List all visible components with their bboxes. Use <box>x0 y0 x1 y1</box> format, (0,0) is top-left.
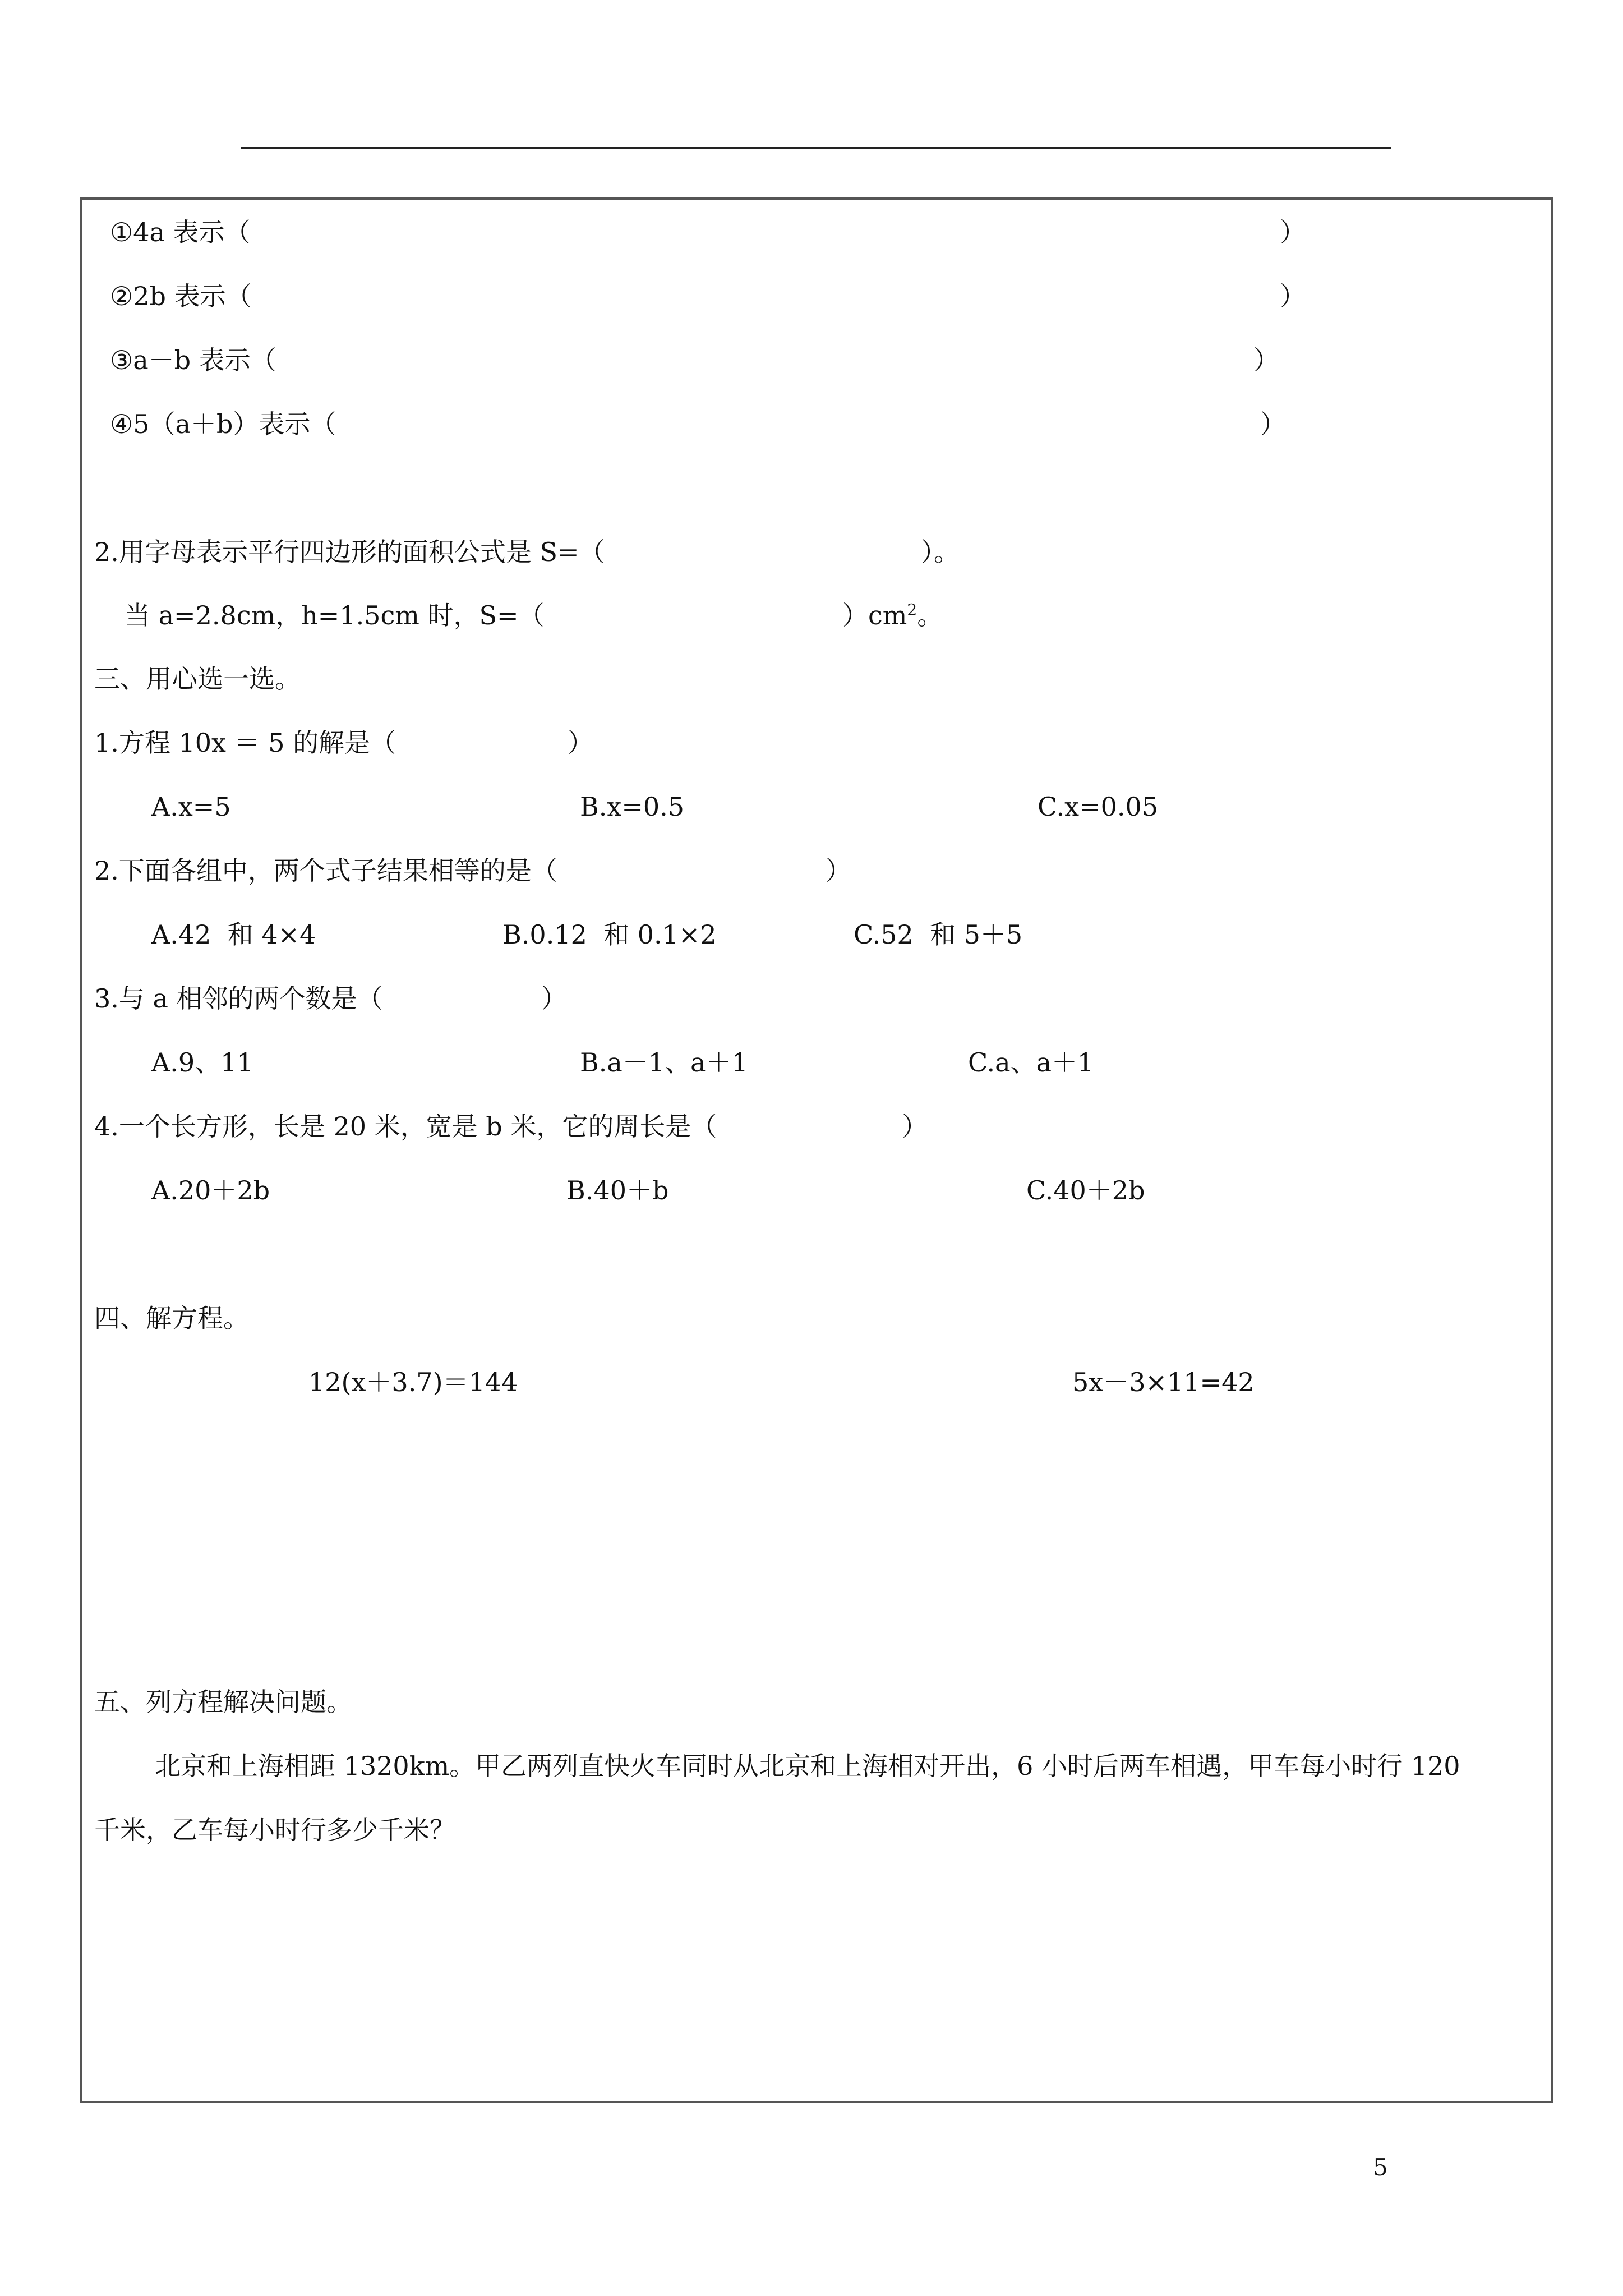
s3-q4-close: ） <box>902 1111 928 1142</box>
q2-unit-sup: 2 <box>907 600 917 619</box>
equation-2: 5x－3×11=42 <box>1072 1367 1255 1397</box>
q2-line2-start: 当 a=2.8cm，h=1.5cm 时，S=（ <box>125 600 545 631</box>
s3-q2-option-b: B.0.12 和 0.1×2 <box>502 919 717 950</box>
page-number: 5 <box>1373 2154 1388 2181</box>
equation-1: 12(x＋3.7)＝144 <box>308 1367 518 1397</box>
expression-2-label: ②2b 表示（ <box>110 281 252 311</box>
s3-q3-option-b: B.a－1、a＋1 <box>580 1047 748 1078</box>
s3-q2-close: ） <box>826 855 851 886</box>
q2-line1-end: ）。 <box>921 537 960 567</box>
q2-line1-start: 2.用字母表示平行四边形的面积公式是 S=（ <box>94 537 605 567</box>
expression-3-label: ③a－b 表示（ <box>110 345 276 375</box>
s3-q4-stem: 4.一个长方形，长是 20 米，宽是 b 米，它的周长是（ <box>94 1111 717 1142</box>
s3-q1-stem: 1.方程 10x ＝ 5 的解是（ <box>94 728 396 758</box>
section3-title: 三、用心选一选。 <box>94 664 301 694</box>
s3-q1-option-b: B.x=0.5 <box>580 792 685 822</box>
expression-4-close: ） <box>1260 409 1286 439</box>
expression-1-label: ①4a 表示（ <box>110 217 251 247</box>
s3-q2-option-a: A.42 和 4×4 <box>151 919 316 950</box>
s3-q1-option-c: C.x=0.05 <box>1038 792 1159 822</box>
section5-problem-line2: 千米，乙车每小时行多少千米？ <box>94 1815 455 1845</box>
s3-q4-option-c: C.40＋2b <box>1026 1175 1145 1205</box>
q2-unit-text: ）cm <box>842 600 907 631</box>
section5-title: 五、列方程解决问题。 <box>94 1687 352 1717</box>
s3-q2-option-c: C.52 和 5＋5 <box>854 919 1023 950</box>
s3-q3-stem: 3.与 a 相邻的两个数是（ <box>94 983 383 1014</box>
expression-1-close: ） <box>1280 217 1306 247</box>
s3-q4-option-a: A.20＋2b <box>151 1175 270 1205</box>
expression-4-label: ④5（a＋b）表示（ <box>110 409 336 439</box>
s3-q1-close: ） <box>568 728 593 758</box>
s3-q3-option-a: A.9、11 <box>151 1047 253 1078</box>
expression-2-close: ） <box>1280 281 1306 311</box>
s3-q2-stem: 2.下面各组中，两个式子结果相等的是（ <box>94 855 557 886</box>
q2-line2-end: 。 <box>917 600 943 631</box>
s3-q3-option-c: C.a、a＋1 <box>968 1047 1094 1078</box>
section5-problem-line1: 北京和上海相距 1320km。甲乙两列直快火车同时从北京和上海相对开出，6 小时后两车相遇，甲车每小时行 120 <box>155 1751 1460 1781</box>
s3-q3-close: ） <box>541 983 567 1014</box>
section4-title: 四、解方程。 <box>94 1303 249 1333</box>
header-rule <box>241 147 1391 149</box>
s3-q4-option-b: B.40＋b <box>566 1175 669 1205</box>
s3-q1-option-a: A.x=5 <box>151 792 231 822</box>
q2-line2-unit <box>842 599 943 632</box>
expression-3-close: ） <box>1253 345 1279 375</box>
